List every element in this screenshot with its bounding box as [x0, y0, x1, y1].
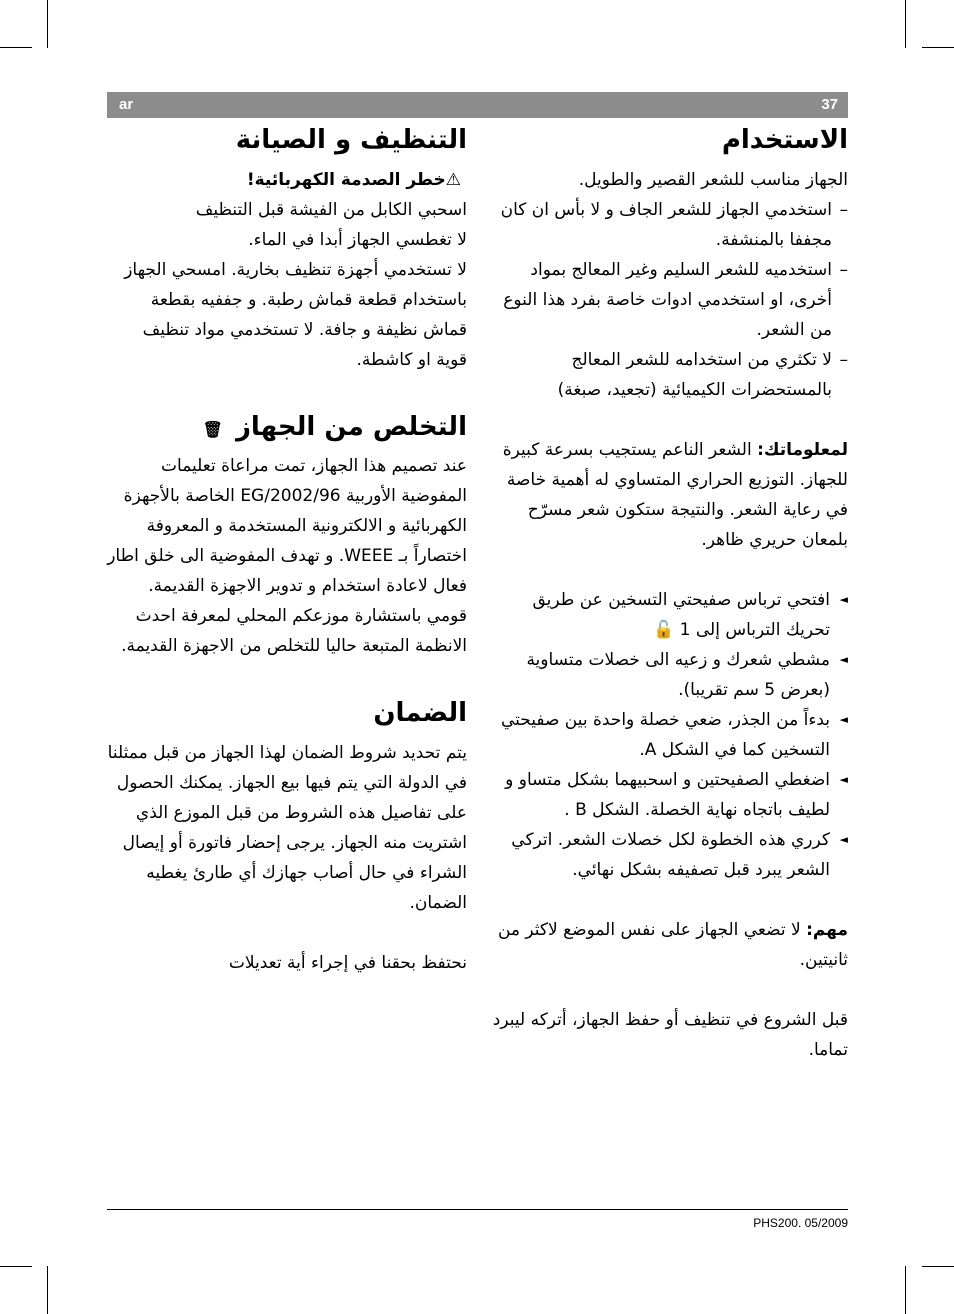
- steps-list: [492, 585, 848, 885]
- warranty-paragraph: يتم تحديد شروط الضمان لهذا الجهاز من قبل ممثلنا في الدولة التي يتم فيها بيع الجهاز. يمكنك الحصول على تفاصيل هذه الشروط من قبل الموزع الذي اشتريت منه الجهاز. يرجى إحضار فاتورة أو إيصال الشراء في حال أصاب جهازك أي طارئ يغطيه الضمان.: [107, 742, 467, 913]
- info-text: الشعر الناعم يستجيب بسرعة كبيرة للجهاز. التوزيع الحراري المتساوي له أهمية خاصة في رعاية الشعر. والنتيجة ستكون شعر مسرّح بلمعان حريري ظاهر.: [502, 439, 848, 550]
- important-text: لا تضعي الجهاز على نفس الموضع لاكثر من ثانيتين.: [497, 919, 848, 970]
- important-label: مهم:: [806, 919, 848, 940]
- final-note: قبل الشروع في تنظيف أو حفظ الجهاز، أتركه ليبرد تماما.: [492, 1009, 848, 1060]
- crossed-bin-icon: 🗑: [202, 419, 223, 439]
- page-header-bar: [107, 92, 848, 118]
- list-item: – استخدمي الجهاز للشعر الجاف و لا بأس ان كان مجففا بالمنشفة.: [500, 199, 848, 250]
- cleaning-title: التنظيف و الصيانة: [235, 125, 467, 155]
- cleaning-paragraph: لا تستخدمي أجهزة تنظيف بخارية. امسحي الجهاز باستخدام قطعة قماش رطبة. و جففيه بقطعة قماش نظيفة و جافة. لا تستخدمي مواد تنظيف قوية او كاشطة.: [124, 259, 467, 370]
- arrow-icon: ◄: [839, 652, 848, 666]
- list-item: ◄ اضغطي الصفيحتين و اسحبيهما بشكل متساو و لطيف باتجاه نهاية الخصلة. الشكل B .: [492, 765, 848, 825]
- list-item: ◄ بدءاً من الجذر، ضعي خصلة واحدة بين صفيحتي التسخين كما في الشكل A.: [492, 705, 848, 765]
- list-item: ◄ افتحي ترباس صفيحتي التسخين عن طريق تحريك الترباس إلى 1 🔓: [492, 585, 848, 645]
- footer-rule: [107, 1209, 848, 1210]
- maintenance-column: [107, 124, 467, 978]
- crop-mark: [905, 1266, 906, 1314]
- usage-dash-list: [492, 195, 848, 405]
- language-code: ar: [119, 96, 134, 113]
- list-item: – لا تكثري من استخدامه للشعر المعالج بالمستحضرات الكيميائية (تجعيد، صبغة): [557, 349, 848, 400]
- list-item: ◄ مشطي شعرك و زعيه الى خصلات متساوية (بعرض 5 سم تقريبا).: [492, 645, 848, 705]
- crop-mark: [0, 47, 32, 48]
- cleaning-paragraph: لا تغطسي الجهاز أبدا في الماء.: [248, 229, 467, 250]
- arrow-icon: ◄: [839, 712, 848, 726]
- arrow-icon: ◄: [839, 772, 848, 786]
- warranty-paragraph: نحتفظ بحقنا في إجراء أية تعديلات: [228, 952, 467, 973]
- arrow-icon: ◄: [839, 592, 848, 606]
- usage-intro: الجهاز مناسب للشعر القصير والطويل.: [578, 169, 848, 190]
- disposal-paragraph: قومي باستشارة موزعكم المحلي لمعرفة احدث الانظمة المتبعة حاليا للتخلص من الاجهزة القديمة.: [121, 606, 467, 656]
- crop-mark: [47, 1266, 48, 1314]
- footer-model-date: PHS200. 05/2009: [753, 1216, 848, 1230]
- cleaning-paragraph: اسحبي الكابل من الفيشة قبل التنظيف: [195, 199, 467, 220]
- warranty-title: الضمان: [373, 698, 467, 728]
- crop-mark: [922, 47, 954, 48]
- usage-title: الاستخدام: [721, 125, 848, 155]
- list-item: ◄ كرري هذه الخطوة لكل خصلات الشعر. اتركي الشعر يبرد قبل تصفيفه بشكل نهائي.: [492, 825, 848, 885]
- list-item: – استخدميه للشعر السليم وغير المعالج بمواد أخرى، او استخدمي ادوات خاصة بفرد هذا النوع من الشعر.: [503, 259, 848, 340]
- crop-mark: [905, 0, 906, 48]
- arrow-icon: ◄: [839, 832, 848, 846]
- warning-triangle-icon: ⚠: [445, 169, 461, 190]
- important-paragraph: [492, 915, 848, 975]
- info-paragraph: [492, 435, 848, 555]
- crop-mark: [0, 1266, 32, 1267]
- usage-column: [492, 124, 848, 1065]
- page-number: 37: [821, 96, 838, 113]
- crop-mark: [47, 0, 48, 48]
- info-label: لمعلوماتك:: [757, 439, 848, 460]
- disposal-paragraph: عند تصميم هذا الجهاز، تمت مراعاة تعليمات المفوضية الأوربية EG/2002/96 الخاصة بالأجهزة الكهربائية و الالكترونية المستخدمة و المعروفة اختصاراً بـ WEEE. و تهدف المفوضية الى خلق اطار فعال لاعادة استخدام و تدوير الاجهزة القديمة.: [107, 456, 467, 596]
- shock-warning: ⚠خطر الصدمة الكهربائية!: [107, 165, 467, 195]
- disposal-title: التخلص من الجهاز 🗑: [202, 411, 467, 442]
- crop-mark: [922, 1266, 954, 1267]
